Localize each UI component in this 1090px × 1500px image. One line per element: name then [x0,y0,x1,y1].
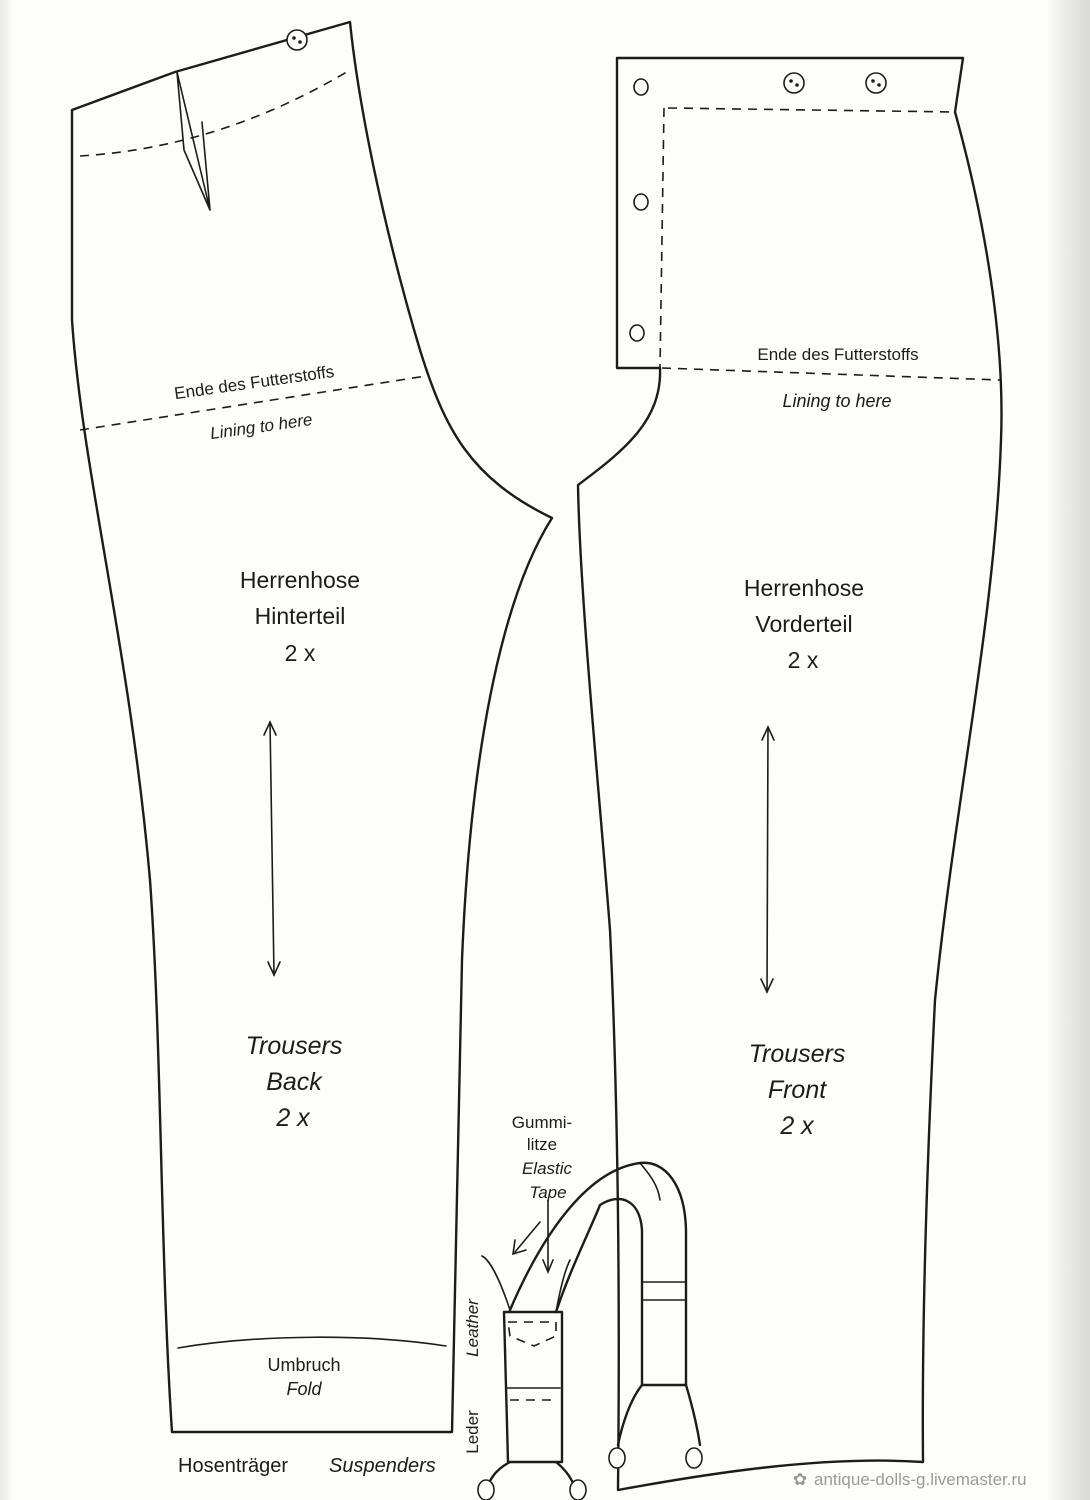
right-strap-buttonhole [570,1480,586,1500]
suspenders-caption-de: Hosenträger [178,1455,289,1477]
leather-tab [504,1312,562,1462]
back-button [287,30,307,50]
back-right-buttonhole [686,1448,702,1468]
elastic-label-de-2: litze [526,1135,558,1154]
front-grainline-arrow [761,727,774,992]
suspenders-illustration [178,1113,702,1500]
back-left-buttonhole [609,1448,625,1468]
back-strap-ends [618,1385,700,1445]
back-title-de-2: Hinterteil [254,603,346,629]
back-title-de-3: 2 x [284,640,316,666]
back-lining-label-en: Lining to here [208,409,314,444]
left-strap-buttonhole [478,1480,494,1500]
back-title-en-3: 2 x [276,1104,310,1132]
back-fold-label-de: Umbruch [267,1355,341,1375]
back-waistband-line [80,70,350,156]
back-title-en-2: Back [266,1068,322,1096]
front-waistband-line [668,108,955,112]
elastic-label-en-1: Elastic [521,1159,573,1178]
leather-label-de: Leder [463,1410,482,1454]
front-title-de-3: 2 x [787,647,819,673]
front-lining-line [662,368,1000,380]
trousers-back-piece [72,22,552,1432]
front-title-en-1: Trousers [748,1040,846,1068]
strap-end [482,1256,570,1312]
back-piece-outline [72,22,552,1432]
watermark [790,1470,1080,1490]
strap-twist [640,1163,660,1200]
back-grainline-arrow [264,722,280,975]
leather-tab-stitching [508,1322,556,1346]
front-button-2 [866,73,886,93]
back-hem-fold-line [178,1337,446,1348]
front-buttonholes [630,79,648,341]
flower-icon: ✿ [792,1470,808,1489]
front-title-en-2: Front [767,1076,827,1104]
front-title-de-1: Herrenhose [743,575,865,601]
suspenders-caption-en: Suspenders [329,1455,436,1477]
front-title-en-3: 2 x [780,1112,814,1140]
front-lining-label-de: Ende des Futterstoffs [757,345,919,364]
back-title-en-1: Trousers [245,1032,343,1060]
elastic-label-de-1: Gummi- [511,1113,573,1132]
back-title-de-1: Herrenhose [239,567,361,593]
front-placket-line [660,108,664,368]
front-lining-label-en: Lining to here [782,391,892,411]
elastic-label-en-2: Tape [529,1183,567,1202]
front-button-1 [784,73,804,93]
strap-tab-lines [642,1282,686,1300]
leather-label-en: Leather [463,1299,482,1357]
front-title-de-2: Vorderteil [755,611,853,637]
watermark-text: antique-dolls-g.livemaster.ru [814,1470,1027,1489]
back-fold-label-en: Fold [286,1379,322,1399]
back-lining-label-de: Ende des Futterstoffs [173,361,336,404]
